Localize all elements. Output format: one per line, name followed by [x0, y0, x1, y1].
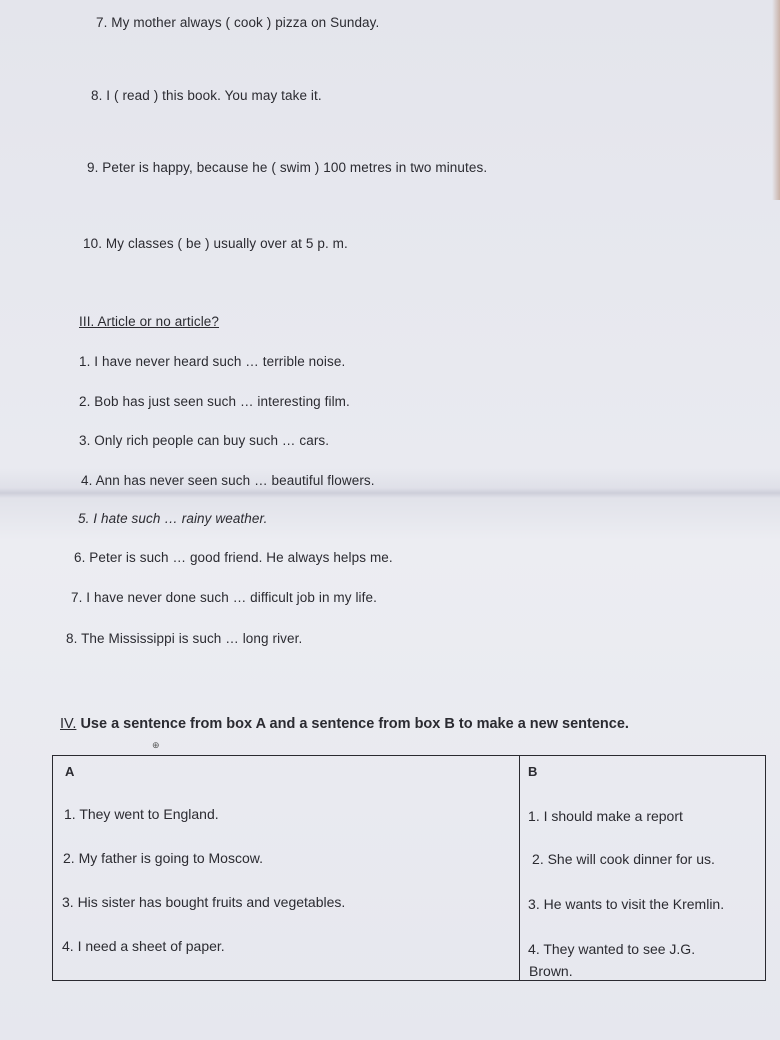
- exercise-item: 8. The Mississippi is such … long river.: [66, 631, 303, 646]
- section-heading: III. Article or no article?: [79, 314, 220, 329]
- box-b-item: 4. They wanted to see J.G.: [528, 941, 696, 957]
- pen-mark-icon: ⊕: [152, 740, 160, 750]
- exercise-item: 6. Peter is such … good friend. He always helps me.: [74, 550, 393, 565]
- box-a: [53, 756, 520, 981]
- box-b-item: 1. I should make a report: [528, 808, 683, 824]
- exercise-item: 10. My classes ( be ) usually over at 5 p. m.: [83, 236, 348, 251]
- box-b-item: 3. He wants to visit the Kremlin.: [528, 896, 725, 912]
- exercise-item: 3. Only rich people can buy such … cars.: [79, 433, 330, 448]
- exercise-item: 2. Bob has just seen such … interesting film.: [79, 394, 350, 409]
- box-b: [520, 756, 766, 981]
- exercise-item: 7. My mother always ( cook ) pizza on Sunday.: [96, 15, 380, 30]
- exercise-item: 5. I hate such … rainy weather.: [78, 511, 268, 526]
- paper-fold: [0, 488, 780, 498]
- box-b-item: 2. She will cook dinner for us.: [532, 851, 715, 867]
- box-b-label: B: [528, 764, 538, 779]
- exercise-item: 9. Peter is happy, because he ( swim ) 100 metres in two minutes.: [87, 160, 488, 175]
- box-a-item: 4. I need a sheet of paper.: [62, 938, 225, 954]
- exercise-item: 1. I have never heard such … terrible noise.: [79, 354, 346, 369]
- page-edge: [772, 0, 780, 200]
- matching-table: [52, 755, 766, 981]
- box-a-item: 2. My father is going to Moscow.: [63, 850, 263, 866]
- section-instruction: [60, 716, 629, 732]
- box-b-item-continued: Brown.: [529, 963, 573, 979]
- exercise-item: 8. I ( read ) this book. You may take it.: [91, 88, 322, 103]
- box-a-label: A: [65, 764, 75, 779]
- exercise-item: 4. Ann has never seen such … beautiful flowers.: [81, 473, 375, 488]
- section-number: IV.: [60, 716, 77, 732]
- exercise-item: 7. I have never done such … difficult job in my life.: [71, 590, 377, 605]
- box-a-item: 1. They went to England.: [64, 806, 219, 822]
- box-a-item: 3. His sister has bought fruits and vegetables.: [62, 894, 346, 910]
- instruction-text: Use a sentence from box A and a sentence from box B to make a new sentence.: [80, 716, 629, 732]
